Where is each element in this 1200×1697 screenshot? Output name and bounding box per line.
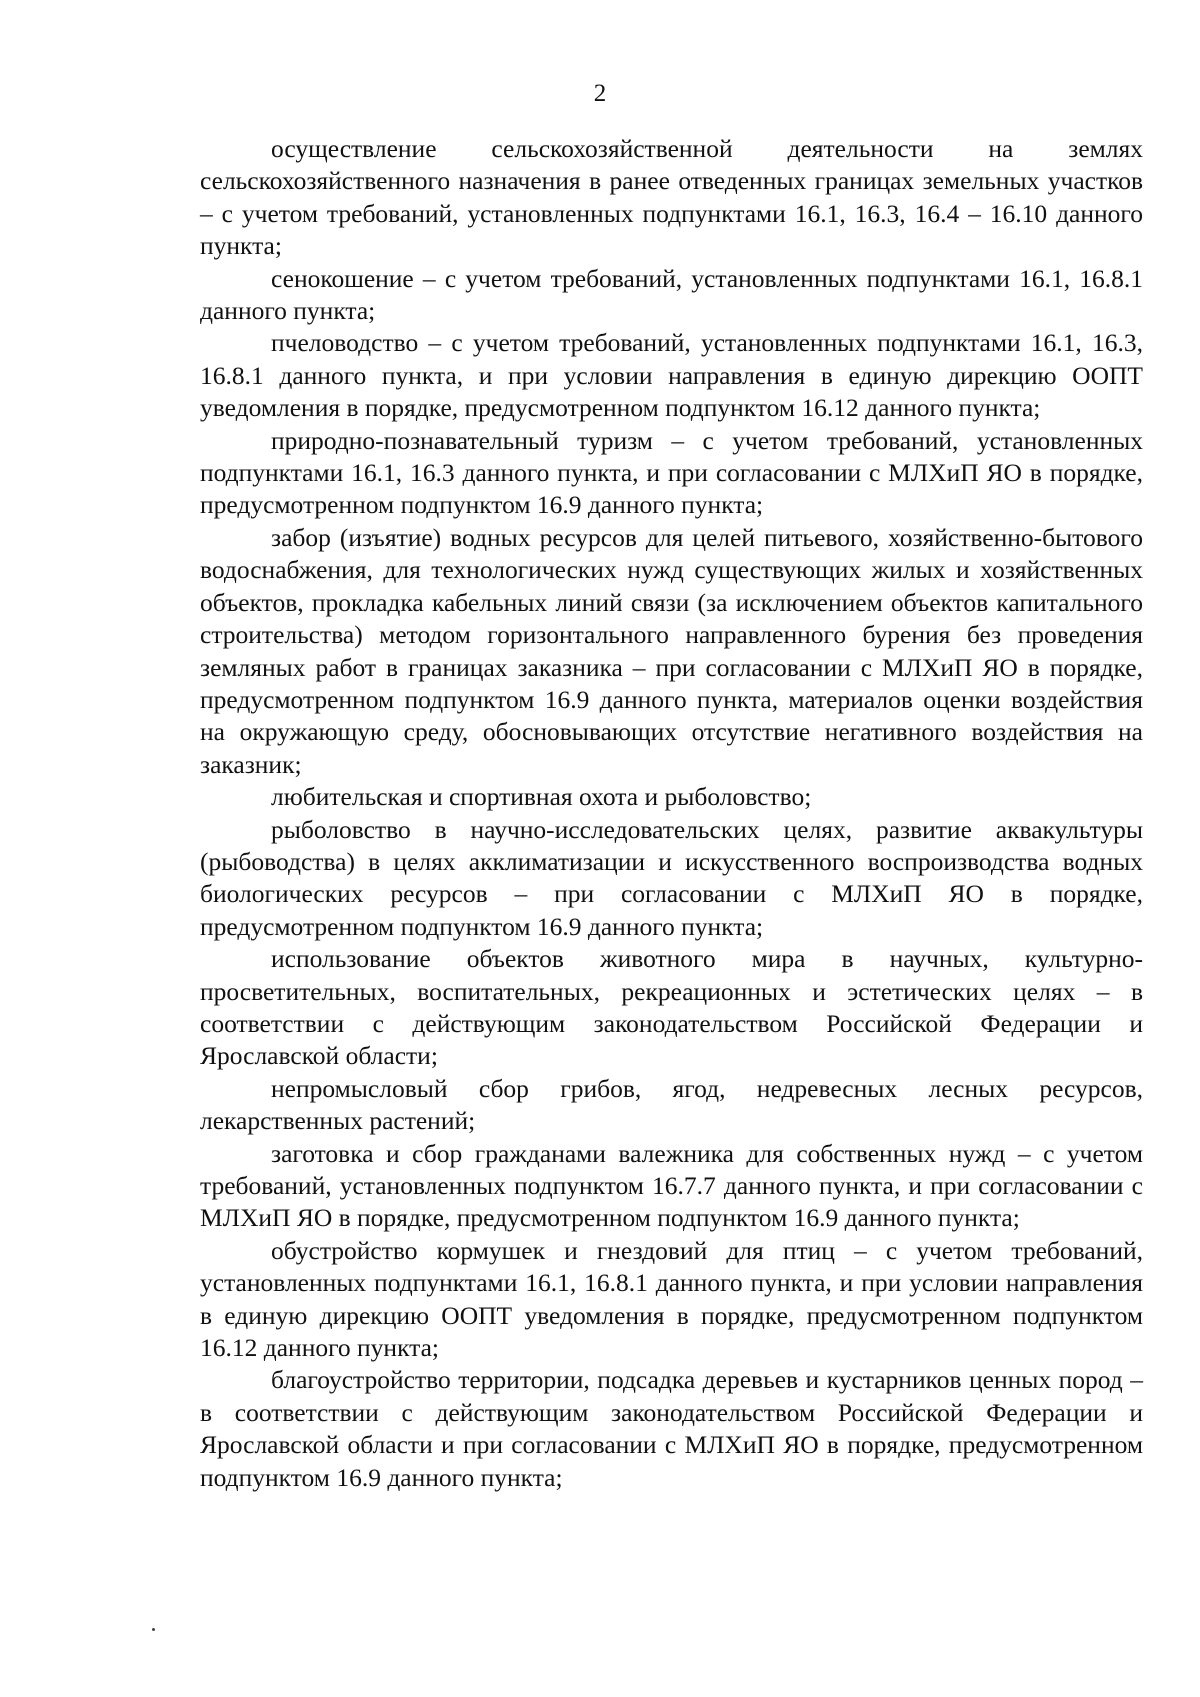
scan-speck [152, 1628, 155, 1631]
document-body [200, 133, 1143, 1494]
paragraph-agricultural-activity: осуществление сельскохозяйственной деятельности на землях сельскохозяйственного назначения в ранее отведенных границах земельных участков – с учетом требований, установленных подпунктами 16.1, 16.3, 16.4 – 16.10 данного пункта; [200, 134, 1143, 261]
paragraph-hunting-fishing: любительская и спортивная охота и рыболовство; [271, 782, 812, 812]
paragraph-beekeeping: пчеловодство – с учетом требований, установленных подпунктами 16.1, 16.3, 16.8.1 данного пункта, и при условии направления в единую дирекцию ООПТ уведомления в порядке, предусмотренном подпунктом 16.12 данного пункта; [200, 328, 1143, 423]
paragraph-water-intake: забор (изъятие) водных ресурсов для целей питьевого, хозяйственно-бытового водоснабжения, для технологических нужд существующих жилых и хозяйственных объектов, прокладка кабельных линий связи (за исключением объектов капитального строительства) методом горизонтального направленного бурения без проведения земляных работ в границах заказника – при согласовании с МЛХиП ЯО в порядке, предусмотренном подпунктом 16.9 данного пункта, материалов оценки воздействия на окружающую среду, обосновывающих отсутствие негативного воздействия на заказник; [200, 522, 1143, 779]
paragraph-deadwood-collection: заготовка и сбор гражданами валежника для собственных нужд – с учетом требований, установленных подпунктом 16.7.7 данного пункта, и при согласовании с МЛХиП ЯО в порядке, предусмотренном подпунктом 16.9 данного пункта; [200, 1138, 1143, 1233]
paragraph-research-fishing: рыболовство в научно-исследовательских целях, развитие аквакультуры (рыбоводства) в целях акклиматизации и искусственного воспроизводства водных биологических ресурсов – при согласовании с МЛХиП ЯО в порядке, предусмотренном подпунктом 16.9 данного пункта; [200, 814, 1143, 941]
paragraph-nature-tourism: природно-познавательный туризм – с учетом требований, установленных подпунктами 16.1, 16.3 данного пункта, и при согласовании с МЛХиП ЯО в порядке, предусмотренном подпунктом 16.9 данного пункта; [200, 425, 1143, 520]
paragraph-bird-feeders: обустройство кормушек и гнездовий для птиц – с учетом требований, установленных подпунктами 16.1, 16.8.1 данного пункта, и при условии направления в единую дирекцию ООПТ уведомления в порядке, предусмотренном подпунктом 16.12 данного пункта; [200, 1235, 1143, 1363]
paragraph-landscaping: благоустройство территории, подсадка деревьев и кустарников ценных пород – в соответствии с действующим законодательством Российской Федерации и Ярославской области и при согласовании с МЛХиП ЯО в порядке, предусмотренном подпунктом 16.9 данного пункта; [200, 1365, 1143, 1492]
paragraph-gathering: непромысловый сбор грибов, ягод, недревесных лесных ресурсов, лекарственных растений; [200, 1073, 1143, 1136]
page-number: 2 [593, 80, 607, 107]
paragraph-wildlife-use: использование объектов животного мира в научных, культурно-просветительных, воспитательных, рекреационных и эстетических целях – в соответствии с действующим законодательством Российской Федерации и Ярославской области; [200, 944, 1143, 1071]
paragraph-haymaking: сенокошение – с учетом требований, установленных подпунктами 16.1, 16.8.1 данного пункта; [200, 263, 1143, 326]
